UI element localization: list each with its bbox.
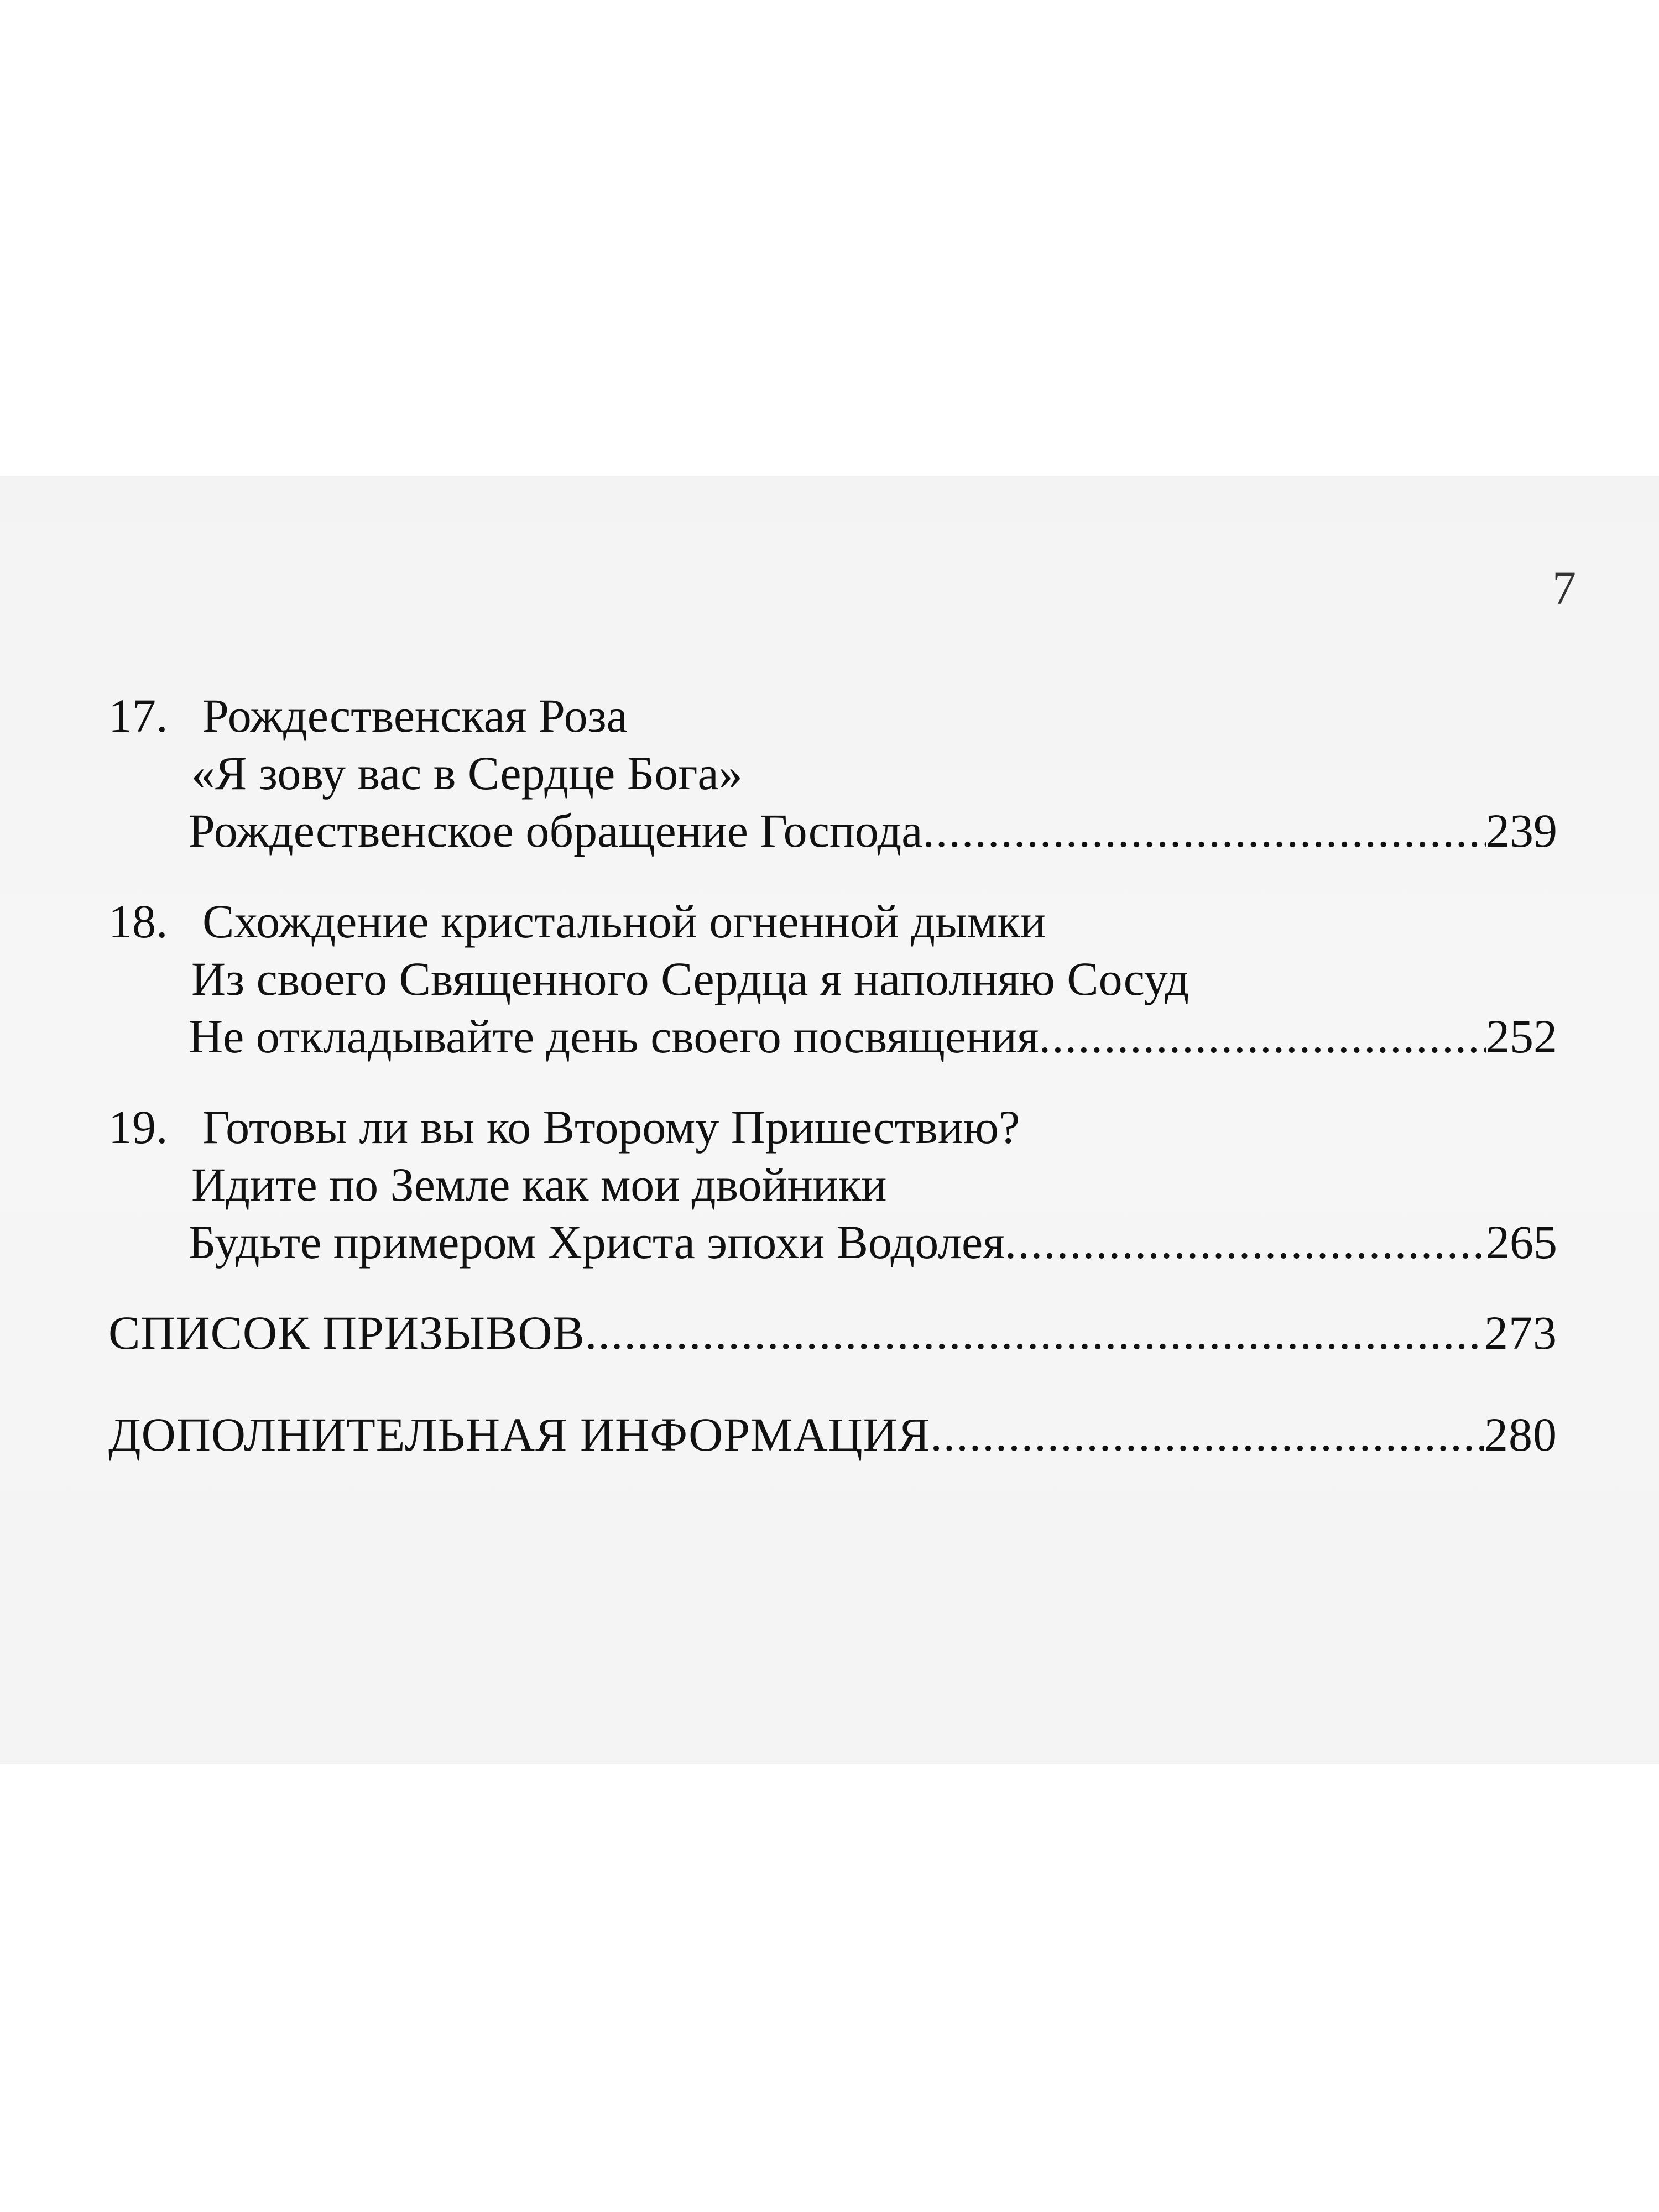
- toc-entry-18-title: [108, 893, 1557, 950]
- dot-leader: [922, 802, 1486, 859]
- toc-entry-17-title: [108, 687, 1557, 744]
- toc-section-info: [108, 1406, 1557, 1463]
- toc-entry-subtitle: Из своего Священного Сердца я наполняю Сосуд: [191, 952, 1190, 1005]
- toc-entry-17-line: [108, 802, 1557, 859]
- toc-entry-title: Схождение кристальной огненной дымки: [202, 895, 1046, 948]
- toc-page-ref: 239: [1486, 804, 1557, 857]
- toc-entry-subtitle: Рождественское обращение Господа: [189, 804, 923, 857]
- toc-entry-17-subtitle: [108, 744, 1557, 802]
- toc-entry-19-subtitle: [108, 1156, 1557, 1213]
- toc-entry-number: 19.: [108, 1100, 168, 1154]
- toc-entry-19-title: [108, 1098, 1557, 1156]
- dot-leader: [1005, 1213, 1486, 1271]
- toc-section-title: СПИСОК ПРИЗЫВОВ: [108, 1306, 585, 1359]
- toc-section-title: ДОПОЛНИТЕЛЬНАЯ ИНФОРМАЦИЯ: [108, 1408, 931, 1461]
- dot-leader: [1039, 1008, 1486, 1065]
- toc-section-calls: [108, 1304, 1557, 1361]
- toc-entry-title: Рождественская Роза: [202, 689, 628, 742]
- toc-entry-subtitle: Не откладывайте день своего посвящения: [189, 1010, 1039, 1063]
- toc-entry-19-line: [108, 1213, 1557, 1271]
- dot-leader: [930, 1406, 1484, 1463]
- toc-entry-18-subtitle: [108, 950, 1557, 1008]
- toc-page-ref: 280: [1484, 1408, 1557, 1461]
- toc-page-ref: 252: [1486, 1010, 1557, 1063]
- toc-page-ref: 273: [1484, 1306, 1557, 1359]
- dot-leader: [585, 1304, 1484, 1361]
- toc-page-ref: 265: [1486, 1215, 1557, 1269]
- page-number: 7: [1552, 561, 1576, 614]
- table-of-contents: [108, 687, 1557, 1463]
- toc-entry-number: 17.: [108, 689, 168, 742]
- toc-entry-subtitle: Будьте примером Христа эпохи Водолея: [189, 1215, 1005, 1269]
- toc-entry-title: Готовы ли вы ко Второму Пришествию?: [202, 1100, 1020, 1154]
- toc-entry-subtitle: «Я зову вас в Сердце Бога»: [191, 747, 743, 800]
- toc-entry-subtitle: Идите по Земле как мои двойники: [191, 1158, 887, 1211]
- toc-entry-number: 18.: [108, 895, 168, 948]
- toc-entry-18-line: [108, 1008, 1557, 1065]
